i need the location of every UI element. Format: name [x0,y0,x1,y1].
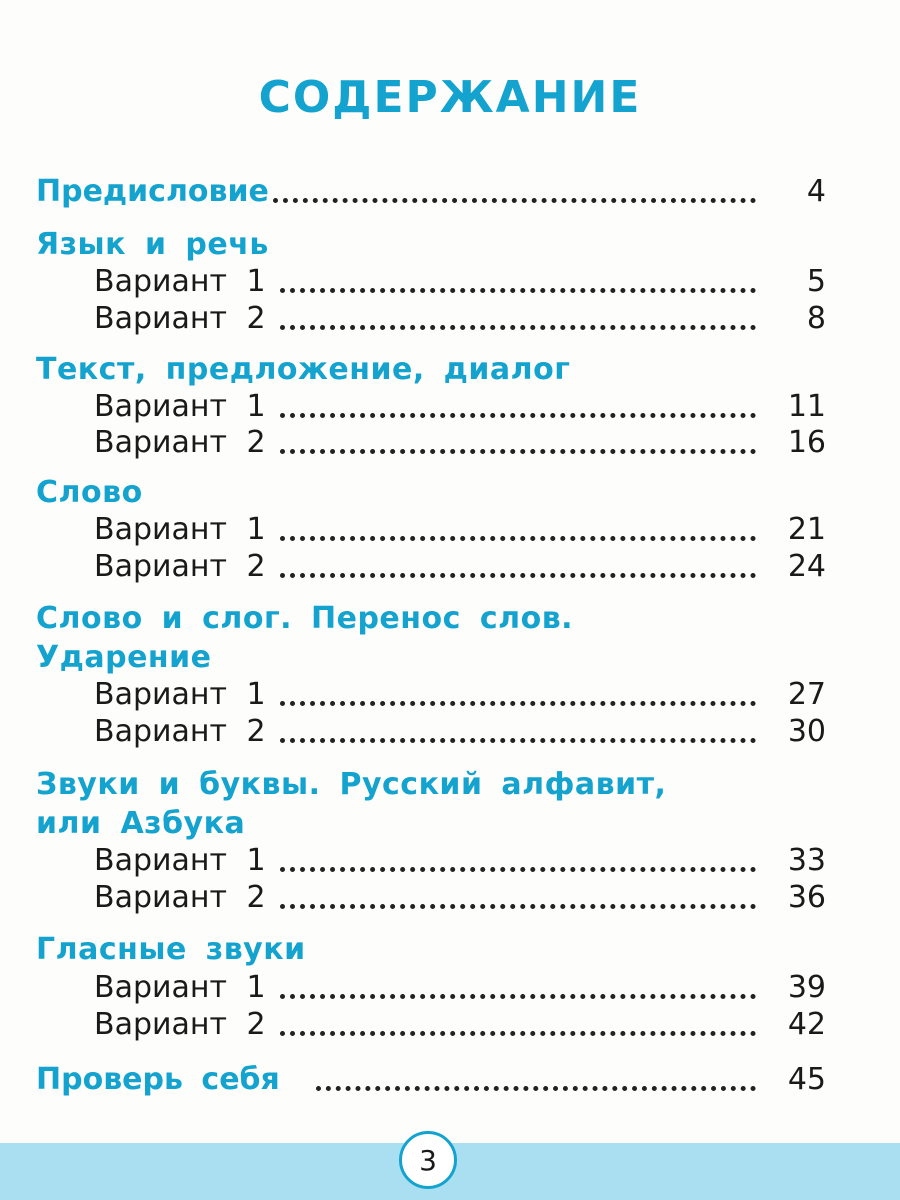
section-heading-continuation[interactable]: Ударение [36,640,212,675]
toc-entry-variant[interactable] [94,970,826,1006]
toc-entry-label: Вариант 1 [94,970,266,1005]
toc-entry-label: Вариант 1 [94,677,266,712]
toc-entry-page: 4 [806,174,826,209]
toc-entry-label: Вариант 1 [94,264,266,299]
toc-entry-page: 39 [787,970,826,1005]
toc-entry-check-yourself[interactable] [36,1062,826,1098]
toc-entry-label: Вариант 2 [94,714,266,749]
dot-leader [280,701,756,706]
toc-entry-variant[interactable] [94,880,826,916]
dot-leader [280,573,756,578]
toc-entry-page: 33 [787,843,826,878]
toc-entry-variant[interactable] [94,301,826,337]
dot-leader [280,449,756,454]
dot-leader [280,536,756,541]
dot-leader [280,867,756,872]
page-number: 3 [419,1143,437,1177]
toc-entry-variant[interactable] [94,264,826,300]
toc-entry-page: 42 [787,1007,826,1042]
section-heading[interactable]: Звуки и буквы. Русский алфавит, [36,767,667,802]
toc-entry-variant[interactable] [94,549,826,585]
toc-entry-label: Вариант 2 [94,549,266,584]
toc-entry-page: 30 [787,714,826,749]
toc-entry-label: Вариант 2 [94,425,266,460]
toc-entry-page: 16 [787,425,826,460]
toc-entry-preface[interactable] [36,174,826,210]
toc-entry-label: Вариант 1 [94,843,266,878]
toc-entry-page: 11 [787,389,826,424]
toc-entry-page: 21 [787,512,826,547]
section-heading[interactable]: Слово [36,475,143,510]
dot-leader [280,1031,756,1036]
dot-leader [280,325,756,330]
toc-entry-label: Предисловие [36,174,269,209]
toc-entry-label: Вариант 1 [94,389,266,424]
dot-leader [280,738,756,743]
section-heading-continuation[interactable]: или Азбука [36,806,246,841]
toc-entry-page: 24 [787,549,826,584]
page-title: СОДЕРЖАНИЕ [258,72,642,123]
toc-entry-variant[interactable] [94,389,826,425]
toc-entry-variant[interactable] [94,677,826,713]
toc-entry-label: Вариант 1 [94,512,266,547]
toc-entry-variant[interactable] [94,1007,826,1043]
toc-entry-variant[interactable] [94,512,826,548]
dot-leader [316,1086,756,1091]
dot-leader [280,413,756,418]
toc-entry-page: 27 [787,677,826,712]
section-heading[interactable]: Гласные звуки [36,932,306,967]
dot-leader [280,288,756,293]
dot-leader [280,904,756,909]
toc-entry-label: Вариант 2 [94,301,266,336]
toc-entry-variant[interactable] [94,714,826,750]
toc-entry-label: Вариант 2 [94,1007,266,1042]
toc-entry-page: 36 [787,880,826,915]
toc-entry-page: 5 [806,264,826,299]
toc-entry-page: 8 [806,301,826,336]
section-heading[interactable]: Язык и речь [36,227,269,262]
dot-leader [280,994,756,999]
toc-entry-page: 45 [787,1062,826,1097]
dot-leader [273,198,756,203]
toc-entry-label: Вариант 2 [94,880,266,915]
section-heading[interactable]: Текст, предложение, диалог [36,352,571,387]
toc-entry-variant[interactable] [94,843,826,879]
page-number-badge [399,1131,457,1189]
toc-entry-variant[interactable] [94,425,826,461]
toc-entry-label: Проверь себя [36,1062,280,1097]
section-heading[interactable]: Слово и слог. Перенос слов. [36,601,574,636]
